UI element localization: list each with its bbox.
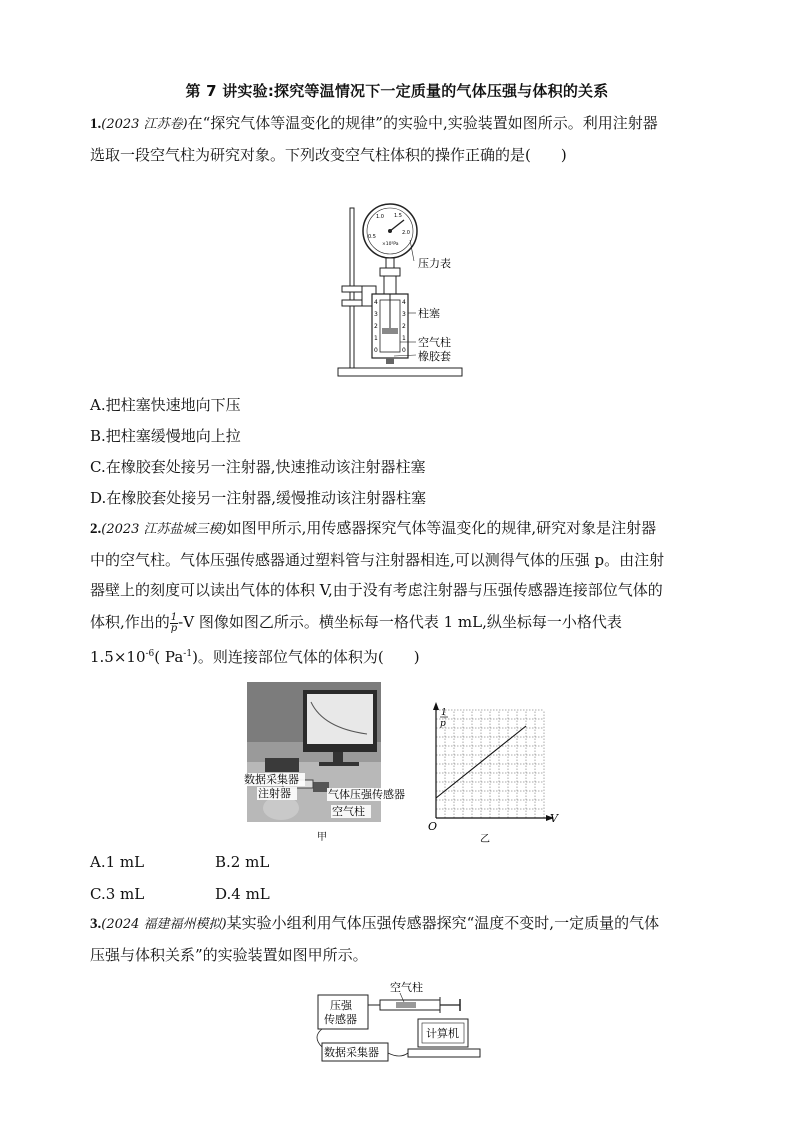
question-3-line-2: 压强与体积关系”的实验装置如图甲所示。: [90, 946, 368, 964]
pressure-gauge-apparatus-figure: [330, 200, 470, 384]
y-axis-arrow-icon: [433, 702, 439, 710]
page-title: 第 7 讲实验:探究等温情况下一定质量的气体压强与体积的关系: [185, 82, 609, 100]
y-axis-label-den: p: [440, 719, 446, 729]
y-axis-label-num: 1: [441, 708, 447, 718]
question-source: (2024 福建福州模拟): [101, 917, 227, 932]
sensor-label-line2: 传感器: [324, 1013, 357, 1026]
dial-unit: ×10⁵Pa: [382, 242, 399, 247]
question-3-line-1: 3.(2024 福建福州模拟)某实验小组利用气体压强传感器探究“温度不变时,一定质量的气体: [90, 914, 660, 932]
data-collector-label: 数据采集器: [244, 773, 299, 786]
question-1-text: [90, 108, 714, 170]
question-2-text: [90, 513, 714, 672]
air-column-label: 空气柱: [418, 336, 451, 349]
svg-text:4: 4: [402, 299, 406, 306]
fraction-one-over-p: $\frac{1}{p}$: [170, 611, 178, 634]
air-column-label: 空气柱: [390, 981, 423, 994]
svg-text:3: 3: [374, 311, 378, 318]
question-3-text: [90, 908, 714, 970]
rubber-sleeve-label: 橡胶套: [418, 350, 451, 363]
svg-text:1: 1: [374, 335, 378, 342]
pressure-sensor-label: 气体压强传感器: [328, 788, 405, 801]
dial-tick-label: 1.0: [376, 214, 384, 220]
question-number: 2.: [90, 521, 102, 537]
computer-label: 计算机: [426, 1027, 459, 1040]
option-c: C.3 mL: [90, 885, 145, 903]
svg-text:0: 0: [374, 347, 378, 354]
pressure-sensor-setup-diagram: [310, 975, 490, 1070]
gauge-label: 压力表: [418, 257, 451, 270]
syringe-label: 注射器: [258, 787, 291, 800]
inverse-pressure-volume-graph: [412, 700, 562, 844]
option-d: D.4 mL: [215, 885, 270, 903]
dial-tick-label: 2.0: [402, 230, 410, 236]
question-2-line-1: 2.(2023 江苏盐城三模)如图甲所示,用传感器探究气体等温变化的规律,研究对象是注射器: [90, 519, 657, 537]
question-1-line-2: 选取一段空气柱为研究对象。下列改变空气柱体积的操作正确的是( ): [90, 146, 567, 164]
figure-caption-jia: 甲: [317, 832, 327, 843]
origin-label: O: [428, 820, 438, 833]
question-2-line-4: 体积,作出的 $\frac{1}{p}$ -V 图像如图乙所示。横坐标每一格代表 1 mL,纵坐标每一小格代表: [90, 611, 622, 634]
question-source: (2023 江苏卷): [101, 117, 188, 132]
option-c: C.在橡胶套处接另一注射器,快速推动该注射器柱塞: [90, 458, 426, 476]
question-source: (2023 江苏盐城三模): [101, 522, 227, 537]
x-axis-label: V: [550, 812, 558, 825]
svg-text:2: 2: [374, 323, 378, 330]
question-number: 1.: [90, 116, 102, 132]
svg-text:1: 1: [402, 335, 406, 342]
question-2-line-5: $1.5\times 10^{-6}$( $Pa^{-1}$)。则连接部位气体的体积为( ): [90, 648, 420, 666]
svg-text:4: 4: [374, 299, 378, 306]
svg-text:2: 2: [402, 323, 406, 330]
graph-grid: [436, 710, 544, 818]
data-collector-label: 数据采集器: [324, 1046, 379, 1059]
svg-text:0: 0: [402, 347, 406, 354]
sensor-setup-photo: [244, 682, 405, 843]
air-column-label: 空气柱: [332, 805, 365, 818]
option-a: A.1 mL: [90, 853, 145, 871]
dial-tick-label: 1.5: [394, 213, 402, 219]
option-a: A.把柱塞快速地向下压: [90, 396, 241, 414]
option-d: D.在橡胶套处接另一注射器,缓慢推动该注射器柱塞: [90, 489, 427, 507]
question-number: 3.: [90, 916, 102, 932]
question-2-line-3: 器壁上的刻度可以读出气体的体积 V,由于没有考虑注射器与压强传感器连接部位气体的: [90, 581, 663, 599]
question-1-line-1: 1.(2023 江苏卷)在“探究气体等温变化的规律”的实验中,实验装置如图所示。利用注射器: [90, 114, 658, 132]
sensor-label-line1: 压强: [330, 999, 352, 1012]
option-b: B.把柱塞缓慢地向上拉: [90, 427, 241, 445]
figure-caption-yi: 乙: [480, 834, 490, 845]
dial-tick-label: 0.5: [368, 234, 376, 240]
plunger-label: 柱塞: [418, 307, 440, 320]
svg-text:3: 3: [402, 311, 406, 318]
question-2-line-2: 中的空气柱。气体压强传感器通过塑料管与注射器相连,可以测得气体的压强 p。由注射: [90, 551, 665, 569]
option-b: B.2 mL: [215, 853, 270, 871]
